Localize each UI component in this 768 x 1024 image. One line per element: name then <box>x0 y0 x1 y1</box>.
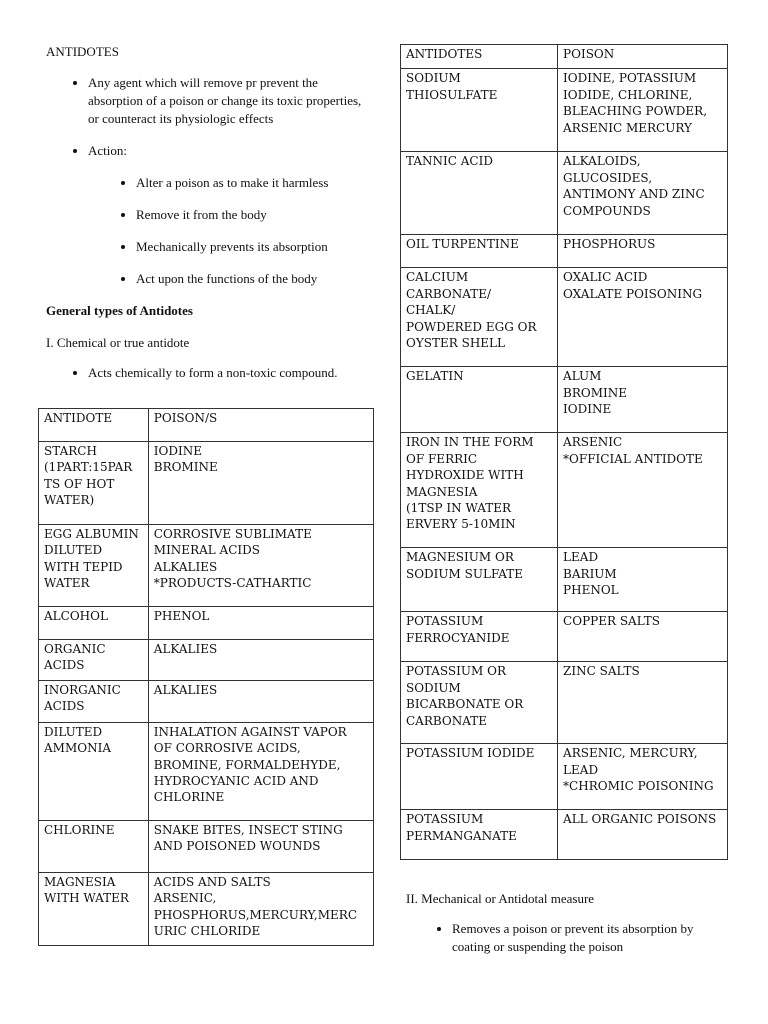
poison-cell: IODINE, POTASSIUM IODIDE, CHLORINE, BLEACHING POWDER, ARSENIC MERCURY <box>558 69 728 152</box>
header-poison: POISON <box>558 45 728 69</box>
antidote-cell: CHLORINE <box>39 820 149 872</box>
table-row <box>401 235 728 268</box>
mechanical-desc-list <box>400 920 728 956</box>
header-antidote: ANTIDOTES <box>401 45 558 69</box>
table-row <box>401 69 728 152</box>
antidote-cell: IRON IN THE FORM OF FERRIC HYDROXIDE WITH MAGNESIA (1TSP IN WATER ERVERY 5-10MIN <box>401 433 558 548</box>
header-poison: POISON/S <box>148 409 373 442</box>
table-row <box>401 612 728 662</box>
table-row <box>401 662 728 744</box>
poison-cell: ARSENIC, MERCURY, LEAD *CHROMIC POISONING <box>558 744 728 810</box>
action-list <box>88 174 374 288</box>
chemical-antidote-heading: I. Chemical or true antidote <box>46 335 190 350</box>
poison-cell: SNAKE BITES, INSECT STING AND POISONED WOUNDS <box>148 820 373 872</box>
poison-cell: CORROSIVE SUBLIMATE MINERAL ACIDS ALKALIES *PRODUCTS-CATHARTIC <box>148 525 373 607</box>
poison-cell: ALKALIES <box>148 640 373 681</box>
antidote-cell: STARCH (1PART:15PAR TS OF HOT WATER) <box>39 442 149 525</box>
antidote-cell: POTASSIUM OR SODIUM BICARBONATE OR CARBONATE <box>401 662 558 744</box>
poison-cell: ZINC SALTS <box>558 662 728 744</box>
antidote-cell: INORGANIC ACIDS <box>39 680 149 722</box>
right-column <box>400 44 728 956</box>
table-row <box>401 268 728 367</box>
poison-cell: OXALIC ACID OXALATE POISONING <box>558 268 728 367</box>
antidote-cell: CALCIUM CARBONATE/ CHALK/ POWDERED EGG OR OYSTER SHELL <box>401 268 558 367</box>
poison-cell: IODINE BROMINE <box>148 442 373 525</box>
mechanical-desc-text: Removes a poison or prevent its absorption by coating or suspending the poison <box>452 921 694 955</box>
action-item <box>88 142 374 288</box>
chemical-desc-text: Acts chemically to form a non-toxic compound. <box>88 365 338 380</box>
action-item-3: • Mechanically prevents its absorption <box>136 238 374 256</box>
table-row <box>401 744 728 810</box>
header-antidote: ANTIDOTE <box>39 409 149 442</box>
poison-cell: ALUM BROMINE IODINE <box>558 367 728 433</box>
definition-text: Any agent which will remove pr prevent the absorption of a poison or change its toxic properties, or counteract its physiologic effects <box>88 75 362 126</box>
poison-cell: INHALATION AGAINST VAPOR OF CORROSIVE ACIDS, BROMINE, FORMALDEHYDE, HYDROCYANIC ACID AND CHLORINE <box>148 722 373 820</box>
action-item-1: • Alter a poison as to make it harmless <box>136 174 374 192</box>
antidote-cell: OIL TURPENTINE <box>401 235 558 268</box>
table-row <box>401 433 728 548</box>
poison-cell: LEAD BARIUM PHENOL <box>558 548 728 612</box>
definition-item <box>88 74 374 128</box>
antidote-cell: GELATIN <box>401 367 558 433</box>
poison-cell: PHOSPHORUS <box>558 235 728 268</box>
poison-cell: ALKALOIDS, GLUCOSIDES, ANTIMONY AND ZINC COMPOUNDS <box>558 152 728 235</box>
antidote-cell: POTASSIUM FERROCYANIDE <box>401 612 558 662</box>
antidote-cell: MAGNESIA WITH WATER <box>39 872 149 946</box>
table-row <box>39 722 374 820</box>
antidote-poison-table <box>400 44 728 860</box>
antidote-cell: SODIUM THIOSULFATE <box>401 69 558 152</box>
chemical-desc-item <box>88 364 374 382</box>
table-row <box>39 525 374 607</box>
antidote-cell: ORGANIC ACIDS <box>39 640 149 681</box>
mechanical-antidote-heading: II. Mechanical or Antidotal measure <box>406 891 595 907</box>
table-row <box>401 367 728 433</box>
chemical-antidote-table <box>38 408 374 946</box>
table-header-row <box>401 45 728 69</box>
antidote-cell: DILUTED AMMONIA <box>39 722 149 820</box>
poison-cell: ACIDS AND SALTS ARSENIC, PHOSPHORUS,MERCURY,MERC URIC CHLORIDE <box>148 872 373 946</box>
antidote-cell: EGG ALBUMIN DILUTED WITH TEPID WATER <box>39 525 149 607</box>
table-row <box>39 680 374 722</box>
table-header-row <box>39 409 374 442</box>
antidote-cell: ALCOHOL <box>39 607 149 640</box>
left-column <box>38 44 374 946</box>
poison-cell: COPPER SALTS <box>558 612 728 662</box>
poison-cell: ALKALIES <box>148 680 373 722</box>
table-row <box>401 548 728 612</box>
table-row <box>39 607 374 640</box>
section-title: ANTIDOTES <box>46 44 119 59</box>
table-row <box>401 810 728 860</box>
poison-cell: ARSENIC *OFFICIAL ANTIDOTE <box>558 433 728 548</box>
table-row <box>39 820 374 872</box>
definition-list <box>38 74 374 288</box>
poison-cell: PHENOL <box>148 607 373 640</box>
antidote-cell: MAGNESIUM OR SODIUM SULFATE <box>401 548 558 612</box>
mechanical-desc-item <box>452 920 728 956</box>
poison-cell: ALL ORGANIC POISONS <box>558 810 728 860</box>
action-item-4: • Act upon the functions of the body <box>136 270 374 288</box>
action-item-2: • Remove it from the body <box>136 206 374 224</box>
antidote-cell: POTASSIUM IODIDE <box>401 744 558 810</box>
table-row <box>401 152 728 235</box>
antidote-cell: POTASSIUM PERMANGANATE <box>401 810 558 860</box>
table-row <box>39 872 374 946</box>
table-row <box>39 640 374 681</box>
general-types-heading: General types of Antidotes <box>46 303 193 318</box>
action-label: Action: <box>88 143 127 158</box>
table-row <box>39 442 374 525</box>
chemical-desc-list <box>38 364 374 382</box>
antidote-cell: TANNIC ACID <box>401 152 558 235</box>
